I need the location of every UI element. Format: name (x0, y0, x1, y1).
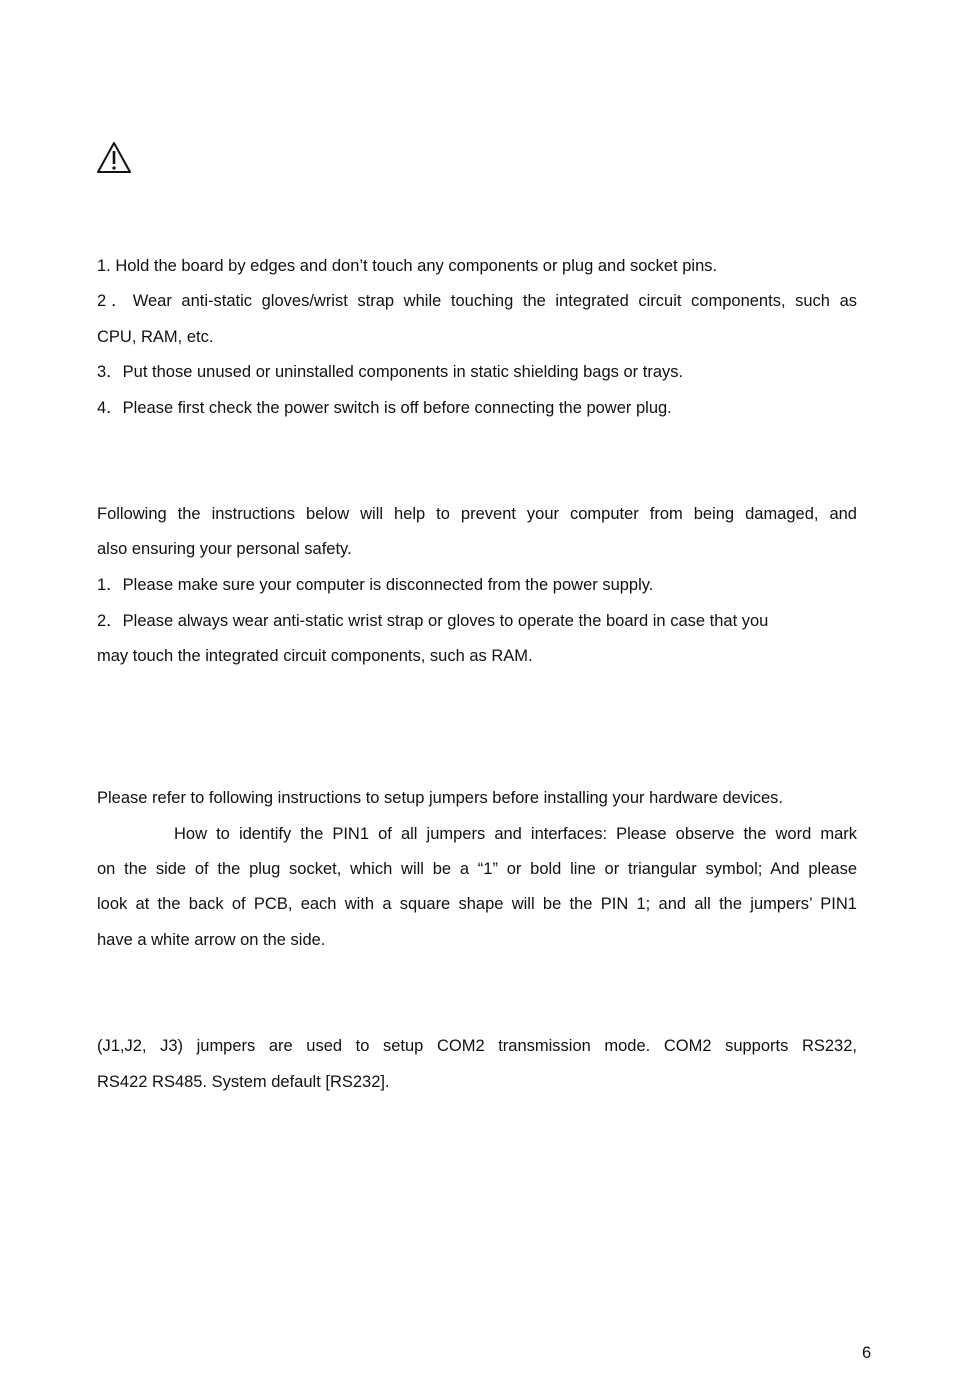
pin1-note-line-3: look at the back of PCB, each with a square shape will be the PIN 1; and all the jumpers’ PIN1 (97, 895, 857, 913)
precaution-item-3: 3．Put those unused or uninstalled components in static shielding bags or trays. (97, 363, 684, 381)
precaution-item-4: 4．Please first check the power switch is off before connecting the power plug. (97, 399, 672, 417)
precaution-item-1: 1. Hold the board by edges and don’t touch any components or plug and socket pins. (97, 257, 718, 275)
installation-item-1: 1．Please make sure your computer is disconnected from the power supply. (97, 576, 654, 594)
pin1-note-line-4: have a white arrow on the side. (97, 931, 326, 949)
installation-item-2: 2．Please always wear anti-static wrist strap or gloves to operate the board in case that you (97, 612, 769, 630)
com2-note-line-1: (J1,J2, J3) jumpers are used to setup COM2 transmission mode. COM2 supports RS232, (97, 1037, 857, 1055)
installation-intro: Following the instructions below will help to prevent your computer from being damaged, and (97, 505, 857, 523)
jumper-intro: Please refer to following instructions to setup jumpers before installing your hardware devices. (97, 789, 784, 807)
page-number: 6 (862, 1344, 872, 1362)
com2-note-line-2: RS422 RS485. System default [RS232]. (97, 1073, 390, 1091)
installation-intro-cont: also ensuring your personal safety. (97, 540, 352, 558)
pin1-note-line-2: on the side of the plug socket, which will be a “1” or bold line or triangular symbol; And please (97, 860, 857, 878)
installation-item-2-cont: may touch the integrated circuit components, such as RAM. (97, 647, 533, 665)
warning-triangle-icon (96, 141, 132, 175)
precaution-item-2-cont: CPU, RAM, etc. (97, 328, 214, 346)
pin1-note-line-1: How to identify the PIN1 of all jumpers and interfaces: Please observe the word mark (174, 825, 857, 843)
precaution-item-2: 2．Wear anti-static gloves/wrist strap while touching the integrated circuit components, such as (97, 292, 857, 310)
